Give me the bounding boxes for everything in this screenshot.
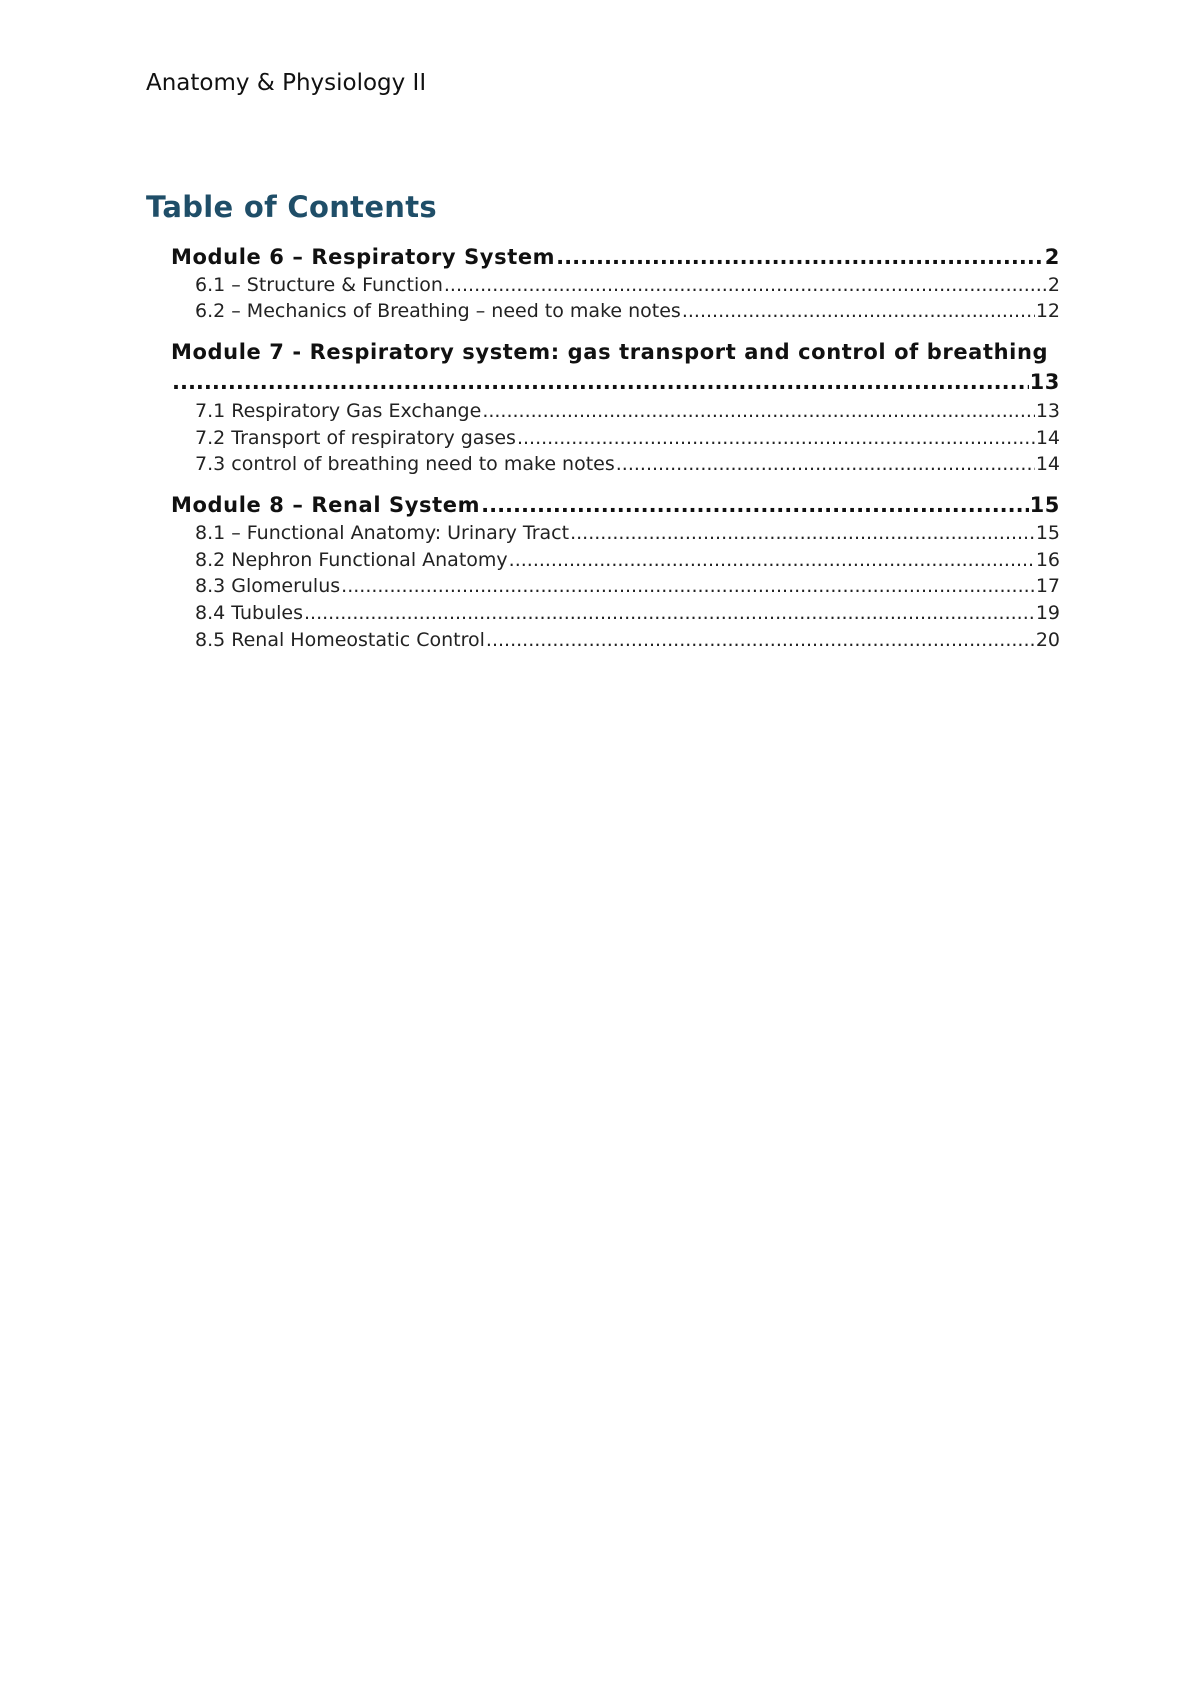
- toc-entry-page: 19: [1035, 602, 1060, 624]
- toc-entry-7-1[interactable]: [195, 400, 1060, 422]
- toc-entry-page: 12: [1035, 300, 1060, 322]
- toc-entry-page: 15: [1035, 522, 1060, 544]
- toc-entry-title: Module 8 – Renal System: [171, 493, 481, 517]
- toc-entry-title: 7.1 Respiratory Gas Exchange: [195, 400, 482, 422]
- toc-entry-8-5[interactable]: [195, 629, 1060, 651]
- toc-leader-dots: [556, 245, 1044, 269]
- toc-leader-dots: [481, 493, 1028, 517]
- toc-entry-page: 13: [1035, 400, 1060, 422]
- toc-leader-dots: [172, 370, 1029, 394]
- toc-entry-page: 2: [1047, 274, 1060, 296]
- toc-entry-7-2[interactable]: [195, 427, 1060, 449]
- toc-entry-page: 20: [1035, 629, 1060, 651]
- toc-leader-dots: [509, 549, 1035, 571]
- toc-entry-title: 8.1 – Functional Anatomy: Urinary Tract: [195, 522, 570, 544]
- toc-entry-page: 13: [1029, 370, 1060, 394]
- toc-entry-8-4[interactable]: [195, 602, 1060, 624]
- toc-entry-module-6[interactable]: [171, 245, 1060, 269]
- toc-leader-dots: [486, 629, 1035, 651]
- toc-leader-dots: [482, 400, 1035, 422]
- toc-leader-dots: [616, 453, 1035, 475]
- toc-entry-title: 6.1 – Structure & Function: [195, 274, 443, 296]
- toc-entry-page: 14: [1035, 427, 1060, 449]
- toc-entry-page: 16: [1035, 549, 1060, 571]
- toc-leader-dots: [570, 522, 1035, 544]
- toc-entry-page: 14: [1035, 453, 1060, 475]
- toc-entry-title: Module 6 – Respiratory System: [171, 245, 556, 269]
- document-header: Anatomy & Physiology II: [146, 70, 427, 96]
- toc-leader-dots: [517, 427, 1035, 449]
- toc-entry-title: 8.4 Tubules: [195, 602, 303, 624]
- toc-leader-dots: [682, 300, 1035, 322]
- toc-entry-title: 8.2 Nephron Functional Anatomy: [195, 549, 508, 571]
- toc-entry-title: 7.2 Transport of respiratory gases: [195, 427, 516, 449]
- toc-leader-dots: [444, 274, 1047, 296]
- toc-entry-title: 8.5 Renal Homeostatic Control: [195, 629, 485, 651]
- toc-entry-title: 6.2 – Mechanics of Breathing – need to make notes: [195, 300, 681, 322]
- toc-entry-page: 2: [1044, 245, 1060, 269]
- toc-entry-page: 17: [1035, 575, 1060, 597]
- toc-entry-6-2[interactable]: [195, 300, 1060, 322]
- toc-entry-8-3[interactable]: [195, 575, 1060, 597]
- toc-entry-title: 7.3 control of breathing need to make notes: [195, 453, 615, 475]
- toc-entry-module-7-title[interactable]: Module 7 - Respiratory system: gas transport and control of breathing: [171, 340, 1049, 364]
- toc-leader-dots: [304, 602, 1035, 624]
- toc-heading: Table of Contents: [146, 190, 437, 224]
- toc-entry-7-3[interactable]: [195, 453, 1060, 475]
- toc-entry-module-7[interactable]: [171, 370, 1060, 394]
- toc-entry-module-8[interactable]: [171, 493, 1060, 517]
- toc-leader-dots: [341, 575, 1035, 597]
- toc-entry-page: 15: [1029, 493, 1060, 517]
- toc-entry-8-1[interactable]: [195, 522, 1060, 544]
- toc-entry-6-1[interactable]: [195, 274, 1060, 296]
- toc-entry-8-2[interactable]: [195, 549, 1060, 571]
- toc-entry-title: 8.3 Glomerulus: [195, 575, 341, 597]
